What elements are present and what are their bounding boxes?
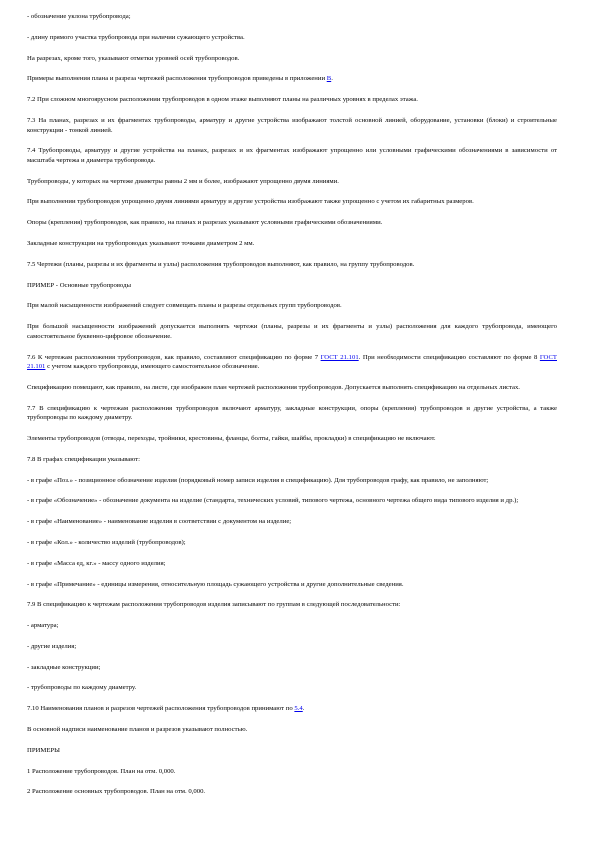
- paragraph: - арматура;: [27, 622, 59, 630]
- paragraph: При большой насыщенности изображений допускается выполнять чертежи (планы, разрезы и их фрагменты и узлы) расположения для каждого трубопровода, имеющего самостоятельное буквенно-цифровое обозначение.: [27, 323, 557, 340]
- paragraph: 2 Расположение основных трубопроводов. План на отм. 0,000.: [27, 788, 206, 796]
- paragraph: ПРИМЕРЫ: [27, 746, 60, 754]
- paragraph: - другие изделия;: [27, 642, 77, 650]
- paragraph: - трубопроводы по каждому диаметру.: [27, 684, 137, 692]
- paragraph: 1 Расположение трубопроводов. План на отм. 0,000.: [27, 767, 176, 775]
- paragraph: 7.2 При сложном многоярусном расположении трубопроводов в одном этаже выполняют планы на различных уровнях в пределах этажа.: [27, 96, 418, 104]
- appendix-link[interactable]: В: [326, 75, 332, 83]
- paragraph: На разрезах, кроме того, указывают отметки уровней осей трубопроводов.: [27, 54, 240, 62]
- paragraph: - закладные конструкции;: [27, 663, 101, 671]
- paragraph: Закладные конструкции на трубопроводах указывают точками диаметром 2 мм.: [27, 240, 255, 247]
- paragraph: Трубопроводы, у которых на чертеже диаметры равны 2 мм и более, изображают упрощенно двумя линиями.: [27, 177, 339, 185]
- gost-link[interactable]: ГОСТ 21.101: [320, 353, 359, 361]
- paragraph-text: 7.6 К чертежам расположения трубопроводов, как правило, составляют спецификацию по форме 7: [27, 353, 321, 361]
- paragraph-text: .: [331, 75, 333, 83]
- paragraph: - в графе «Кол.» - количество изделий (трубопроводов);: [27, 538, 186, 546]
- paragraph: 7.3 На планах, разрезах и их фрагментах трубопроводы, арматуру и другие устройства изображают толстой основной линией, оборудование, установки (блоки) и строительные конструкции - тонкой линией.: [27, 116, 557, 134]
- paragraph: 7.4 Трубопроводы, арматуру и другие устройства на планах, разрезах и их фрагментах изображают упрощенно или условными графическими обозначениями в зависимости от масштаба чертежа и диаметра трубопровода.: [27, 147, 557, 164]
- paragraph: В основной надписи наименование планов и разрезов указывают полностью.: [27, 725, 248, 733]
- gost-link[interactable]: ГОСТ 21.101: [27, 353, 557, 371]
- paragraph: При выполнении трубопроводов упрощенно двумя линиями арматуру и другие устройства изображают также упрощенно с учетом их габаритных размеров.: [27, 198, 474, 206]
- paragraph: - в графе «Обозначение» - обозначение документа на изделие (стандарта, технических условий, типового чертежа, основного чертежа общего вида типового изделия и др.);: [27, 497, 519, 505]
- paragraph: Опоры (крепления) трубопроводов, как правило, на планах и разрезах указывают условными графическими обозначениями.: [27, 219, 383, 227]
- paragraph: ПРИМЕР - Основные трубопроводы: [27, 281, 131, 289]
- paragraph: - в графе «Примечание» - единицы измерения, относительную площадь сужающего устройства и другие дополнительные сведения.: [27, 580, 404, 588]
- paragraph: Спецификацию помещают, как правило, на листе, где изображен план чертежей расположения трубопроводов. Допускается выполнять спецификацию на отдельных листах.: [27, 383, 520, 391]
- paragraph: [27, 353, 557, 372]
- paragraph-text: Примеры выполнения плана и разреза чертежей расположения трубопроводов приведены в приложении: [27, 75, 327, 83]
- paragraph: - обозначение уклона трубопровода;: [27, 13, 131, 20]
- paragraph-text: 7.10 Наименования планов и разрезов чертежей расположения трубопроводов принимают по: [27, 705, 295, 713]
- paragraph: [27, 74, 557, 84]
- paragraph: При малой насыщенности изображений следует совмещать планы и разрезы отдельных групп трубопроводов.: [27, 302, 342, 310]
- section-link[interactable]: 5.4: [294, 705, 303, 713]
- paragraph: 7.7 В спецификацию к чертежам расположения трубопроводов включают арматуру, закладные конструкции, опоры (крепления) трубопроводов и другие устройства, а также трубопроводы по каждому диаметру.: [27, 404, 557, 422]
- paragraph: 7.8 В графах спецификации указывают:: [27, 455, 140, 463]
- paragraph: - в графе «Наименование» - наименование изделия в соответствии с документом на изделие;: [27, 518, 292, 526]
- paragraph-text: .: [302, 705, 305, 713]
- paragraph: - в графе «Поз.» - позиционное обозначение изделия (порядковый номер записи изделия в спецификацию). Для трубопроводов графу, как правило, не заполняют;: [27, 476, 489, 484]
- paragraph: 7.9 В спецификацию к чертежам расположения трубопроводов изделия записывают по группам в следующей последовательности:: [27, 601, 401, 609]
- paragraph: - длину прямого участка трубопровода при наличии сужающего устройства.: [27, 33, 245, 41]
- paragraph: 7.5 Чертежи (планы, разрезы и их фрагменты и узлы) расположения трубопроводов выполняют, как правило, на группу трубопроводов.: [27, 260, 415, 268]
- paragraph-text: . При необходимости спецификацию составляют по форме 8: [358, 353, 540, 361]
- paragraph: - в графе «Масса ед, кг.» - массу одного изделия;: [27, 559, 166, 567]
- paragraph: Элементы трубопроводов (отводы, переходы, тройники, крестовины, фланцы, болты, гайки, шайбы, прокладки) в спецификацию не включают.: [27, 435, 436, 443]
- paragraph: [27, 704, 557, 714]
- paragraph-text: с учетом каждого трубопровода, имеющего самостоятельное обозначение.: [45, 363, 260, 371]
